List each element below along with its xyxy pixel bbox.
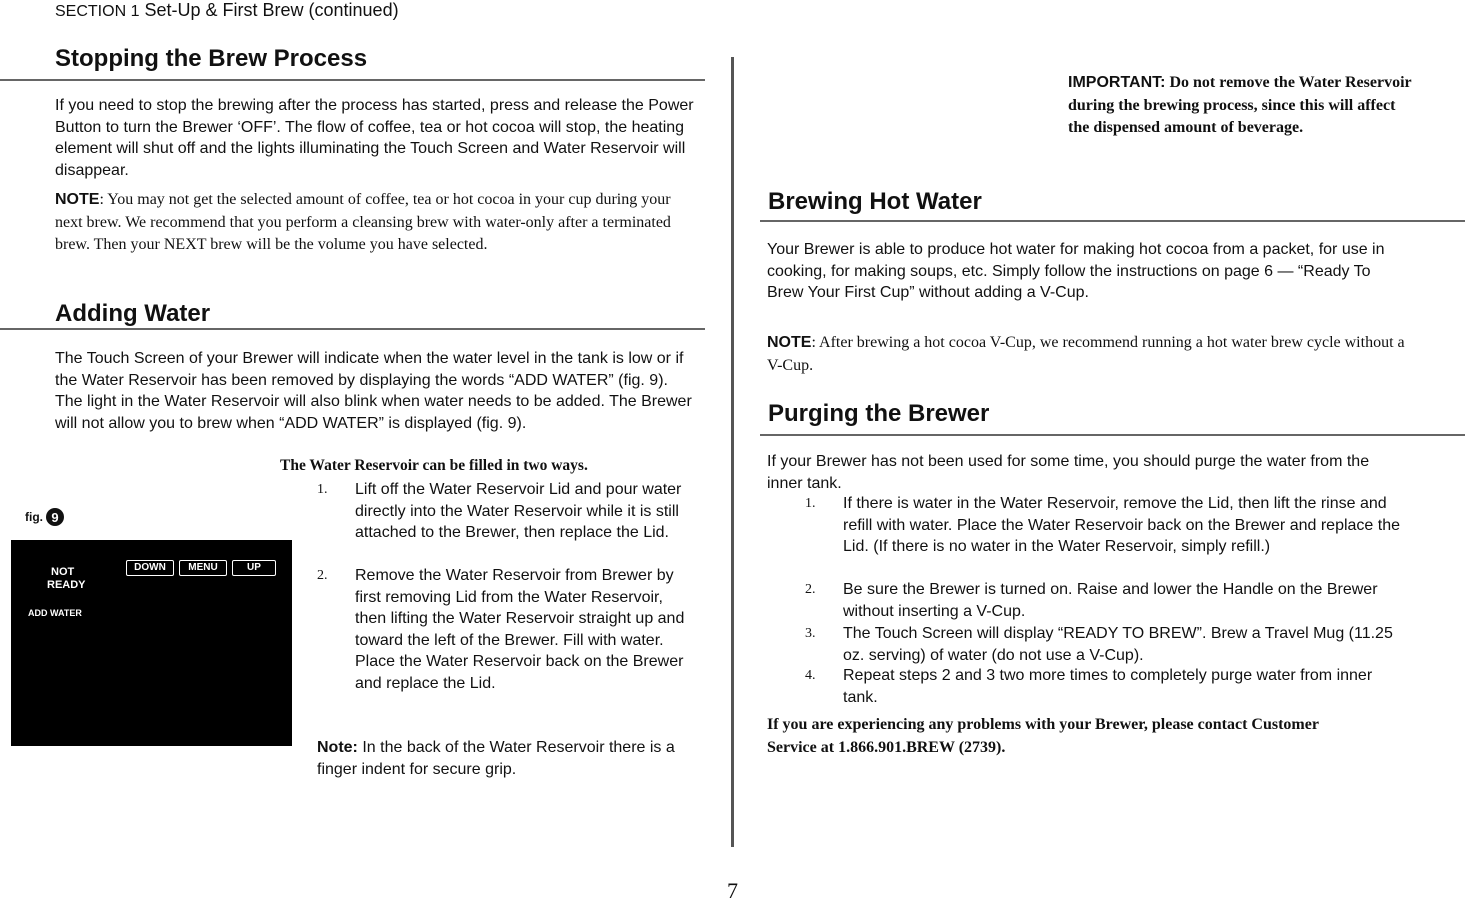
screen-menu-button: MENU: [179, 560, 227, 576]
screen-ready: READY: [47, 579, 86, 591]
purging-step-4-text: Repeat steps 2 and 3 two more times to completely purge water from inner tank.: [843, 667, 1373, 706]
hot-water-note-label: NOTE: [767, 334, 812, 351]
stopping-body: If you need to stop the brewing after the process has started, press and release the Power Button to turn the Brewer ‘OFF’. The flow of coffee, tea or hot cocoa will stop, the heating element will shut off and the lights illuminating the Touch Screen and Water Reservoir will disappear.: [55, 97, 694, 179]
purging-step-2-text: Be sure the Brewer is turned on. Raise and lower the Handle on the Brewer without inserting a V-Cup.: [843, 581, 1378, 620]
page-number: 7: [727, 878, 738, 903]
purging-step-1-number: 1.: [805, 496, 816, 511]
two-ways-heading: The Water Reservoir can be filled in two ways.: [280, 457, 588, 474]
important-text: Do not remove the Water Reservoir during the brewing process, since this will affect the dispensed amount of beverage.: [1068, 74, 1412, 136]
important-label: IMPORTANT:: [1068, 74, 1166, 91]
figure-label: [25, 508, 64, 526]
purging-rule: [760, 434, 1465, 436]
figure-label-text: fig.: [25, 510, 43, 524]
purging-step-4-number: 4.: [805, 668, 816, 683]
stopping-note-label: NOTE: [55, 191, 100, 208]
section-title: Set-Up & First Brew (continued): [144, 0, 399, 20]
purging-step-1: [805, 493, 1410, 558]
adding-step-1: [317, 479, 692, 544]
adding-note-label: Note:: [317, 739, 358, 756]
stopping-heading: Stopping the Brew Process: [55, 45, 368, 72]
hot-water-note-text: : After brewing a hot cocoa V-Cup, we recommend running a hot water brew cycle without a V-Cup.: [767, 334, 1405, 374]
touch-screen-figure: [11, 540, 292, 746]
purging-heading: Purging the Brewer: [768, 400, 990, 427]
purging-step-3: [805, 623, 1410, 666]
purging-step-2: [805, 579, 1410, 622]
hot-water-rule: [760, 220, 1465, 222]
section-number: SECTION 1: [55, 3, 140, 20]
screen-not: NOT: [51, 566, 75, 578]
hot-water-body: Your Brewer is able to produce hot water for making hot cocoa from a packet, for use in cooking, for making soups, etc. Simply follow the instructions on page 6 — “Ready To Brew Your First Cup” without adding a V-Cup.: [767, 241, 1385, 301]
customer-service-contact: If you are experiencing any problems with your Brewer, please contact Customer Service at 1.866.901.BREW (2739).: [767, 716, 1319, 756]
adding-heading: Adding Water: [55, 300, 211, 327]
adding-step-1-text: Lift off the Water Reservoir Lid and pour water directly into the Water Reservoir while it is still attached to the Brewer, then replace the Lid.: [355, 481, 682, 541]
adding-step-2-number: 2.: [317, 568, 328, 583]
important-notice: [1068, 72, 1413, 140]
stopping-note-text: : You may not get the selected amount of coffee, tea or hot cocoa in your cup during your next brew. We recommend that you perform a cleansing brew with water-only after a terminated brew. Then your NEXT brew will be the volume you have selected.: [55, 191, 671, 253]
adding-note: [317, 737, 687, 780]
screen-add-water: ADD WATER: [28, 608, 82, 618]
figure-number-badge: 9: [46, 508, 64, 526]
purging-step-2-number: 2.: [805, 582, 816, 597]
adding-body: The Touch Screen of your Brewer will indicate when the water level in the tank is low or if the Water Reservoir has been removed by displaying the words “ADD WATER” (fig. 9). The light in the Water Reservoir will also blink when water needs to be added. The Brewer will not allow you to brew when “ADD WATER” is displayed (fig. 9).: [55, 350, 692, 432]
hot-water-note: [767, 332, 1407, 377]
section-label: [55, 0, 399, 21]
purging-step-3-text: The Touch Screen will display “READY TO BREW”. Brew a Travel Mug (11.25 oz. serving) of water (do not use a V-Cup).: [843, 625, 1393, 664]
purging-step-1-text: If there is water in the Water Reservoir, remove the Lid, then lift the rinse and refill with water. Place the Water Reservoir back on the Brewer and replace the Lid. (If there is no water in the Water Reservoir, simply refill.): [843, 495, 1400, 555]
purging-step-3-number: 3.: [805, 626, 816, 641]
hot-water-heading: Brewing Hot Water: [768, 188, 982, 215]
adding-step-1-number: 1.: [317, 482, 328, 497]
screen-down-button: DOWN: [126, 560, 174, 576]
adding-rule: [0, 328, 705, 330]
purging-step-4: [805, 665, 1410, 708]
stopping-note: [55, 189, 695, 257]
adding-step-2-text: Remove the Water Reservoir from Brewer by first removing Lid from the Water Reservoir, then lifting the Water Reservoir straight up and toward the left of the Brewer. Fill with water. Place the Water Reservoir back on the Brewer and replace the Lid.: [355, 567, 685, 692]
screen-up-button: UP: [232, 560, 276, 576]
column-divider: [731, 57, 734, 847]
adding-step-2: [317, 565, 692, 694]
adding-note-text: In the back of the Water Reservoir there is a finger indent for secure grip.: [317, 739, 675, 778]
stopping-rule: [0, 79, 705, 81]
purging-body: If your Brewer has not been used for some time, you should purge the water from the inner tank.: [767, 453, 1370, 492]
